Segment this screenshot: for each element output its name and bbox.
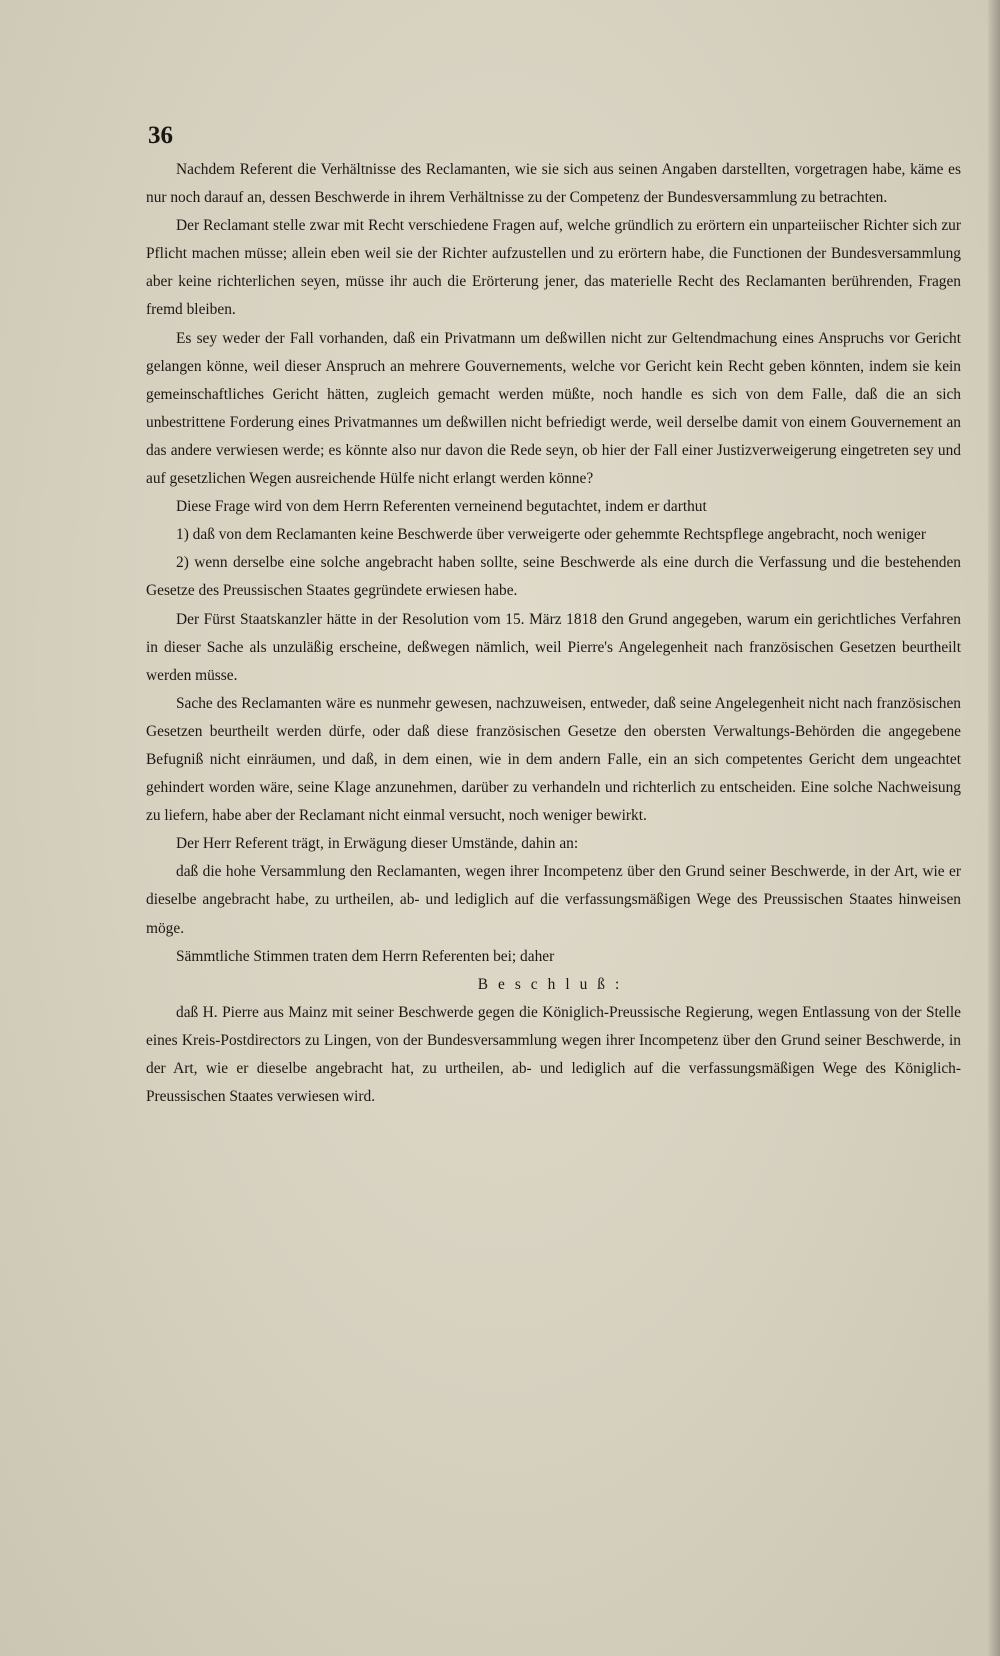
paragraph-5: Der Fürst Staatskanzler hätte in der Resolution vom 15. März 1818 den Grund angegeben, warum ein gerichtliches Verfahren in dieser Sache als unzuläßig erscheine, deßwegen nämlich, weil Pierre's Angelegenheit nach französischen Gesetzen beurtheilt werden müsse. [146, 610, 961, 684]
body-text [146, 156, 961, 1111]
paragraph-4: Diese Frage wird von dem Herrn Referenten verneinend begutachtet, indem er darthut [176, 498, 707, 516]
list-item-1: 1) daß von dem Reclamanten keine Beschwerde über verweigerte oder gehemmte Rechtspflege angebracht, noch weniger [176, 526, 926, 544]
paragraph-8: Sämmtliche Stimmen traten dem Herrn Referenten bei; daher [176, 947, 555, 965]
list-item-2: 2) wenn derselbe eine solche angebracht haben sollte, seine Beschwerde als eine durch die Verfassung und die bestehenden Gesetze des Preussischen Staates gegründete erwiesen habe. [146, 554, 961, 600]
paragraph-1: Nachdem Referent die Verhältnisse des Reclamanten, wie sie sich aus seinen Angaben darstellten, vorgetragen habe, käme es nur noch darauf an, dessen Beschwerde in ihrem Verhältnisse zu der Competenz der Bundesversammlung zu betrachten. [146, 161, 961, 207]
motion-text: daß die hohe Versammlung den Reclamanten, wegen ihrer Incompetenz über den Grund seiner Beschwerde, in der Art, wie er dieselbe angebracht habe, zu urtheilen, ab- und lediglich auf die verfassungsmäßigen Wege des Preussischen Staates hinweisen möge. [146, 863, 961, 937]
paragraph-7: Der Herr Referent trägt, in Erwägung dieser Umstände, dahin an: [176, 835, 579, 853]
page-edge-shadow [988, 0, 1000, 1656]
paragraph-6: Sache des Reclamanten wäre es nunmehr gewesen, nachzuweisen, entweder, daß seine Angelegenheit nicht nach französischen Gesetzen beurtheilt werden dürfe, oder daß diese französischen Gesetze den obersten Verwaltungs-Behörden die angegebene Befugniß nicht einräumen, und daß, in dem einen, wie in dem andern Falle, ein an sich competentes Gericht dem ungeachtet gehindert worden wäre, seine Klage anzunehmen, darüber zu verhandeln und richterlich zu entscheiden. Eine solche Nachweisung zu liefern, habe aber der Reclamant nicht einmal versucht, noch weniger bewirkt. [146, 694, 961, 825]
page-number: 36 [148, 122, 173, 149]
paragraph-3: Es sey weder der Fall vorhanden, daß ein Privatmann um deßwillen nicht zur Geltendmachung eines Anspruchs vor Gericht gelangen könne, weil dieser Anspruch an mehrere Gouvernements, welche vor Gericht kein Recht geben könnten, indem sie kein gemeinschaftliches Gericht hätten, zugleich gemacht werden müßte, noch handle es sich von dem Falle, daß die an sich unbestrittene Forderung eines Privatmannes um deßwillen nicht befriedigt werde, weil derselbe damit von einem Gouvernement an das andere verwiesen werde; es könnte also nur davon die Rede seyn, ob hier der Fall einer Justizverweigerung eingetreten sey und auf gesetzlichen Wegen ausreichende Hülfe nicht erlangt werden könne? [146, 329, 961, 488]
resolution-text: daß H. Pierre aus Mainz mit seiner Beschwerde gegen die Königlich-Preussische Regierung, wegen Entlassung von der Stelle eines Kreis-Postdirectors zu Lingen, von der Bundesversammlung wegen ihrer Incompetenz über den Grund seiner Beschwerde, in der Art, wie er dieselbe angebracht hat, zu urtheilen, ab- und lediglich auf die verfassungsmäßigen Wege des Königlich-Preussischen Staates verwiesen wird. [146, 1003, 961, 1106]
resolution-heading: Beschluß: [477, 975, 630, 993]
paragraph-2: Der Reclamant stelle zwar mit Recht verschiedene Fragen auf, welche gründlich zu erörtern ein unparteiischer Richter sich zur Pflicht machen müsse; allein eben weil sie der Richter aufzustellen und zu erörtern habe, die Functionen der Bundesversammlung aber keine richterlichen seyen, müsse ihr auch die Erörterung jener, das materielle Recht des Reclamanten berührenden, Fragen fremd bleiben. [146, 217, 961, 319]
